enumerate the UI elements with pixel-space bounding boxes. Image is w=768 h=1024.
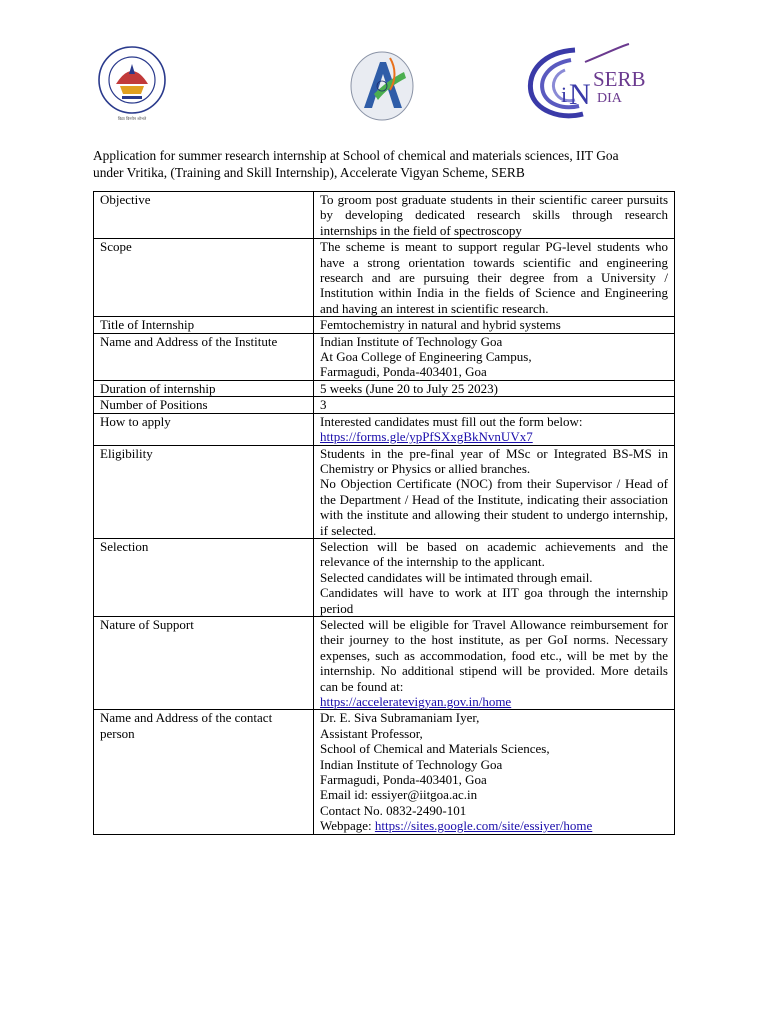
value-scope: The scheme is meant to support regular PG-level students who have a strong orientation towards scientific and engineering research and are pursuing their degree from a University / Institution within India in the fields of Science and Engineering and having an interest in scientific research. [314,239,675,317]
label-scope: Scope [94,239,314,317]
selection-p3: Candidates will have to work at IIT goa through the internship period [320,585,668,616]
row-title [94,317,675,333]
value-title: Femtochemistry in natural and hybrid systems [314,317,675,333]
contact-email: Email id: essiyer@iitgoa.ac.in [320,787,478,803]
value-support [314,616,675,709]
webpage-label: Webpage: [320,818,375,834]
value-positions: 3 [314,397,675,413]
label-eligibility: Eligibility [94,445,314,538]
row-eligibility [94,445,675,538]
value-objective: To groom post graduate students in their scientific career pursuits by developing dedicated research skills through research internships in the field of spectroscopy [314,192,675,239]
row-positions [94,397,675,413]
selection-p1: Selection will be based on academic achievements and the relevance of the internship to the applicant. [320,538,668,570]
value-contact [314,710,675,834]
webpage-link[interactable]: https://sites.google.com/site/essiyer/home [374,818,593,834]
document-heading [93,148,683,181]
label-positions: Number of Positions [94,397,314,413]
value-selection [314,538,675,616]
label-institute: Name and Address of the Institute [94,333,314,380]
heading-line-1: Application for summer research internship at School of chemical and materials sciences, IIT Goa [93,148,619,163]
row-apply [94,413,675,445]
label-duration: Duration of internship [94,380,314,396]
value-eligibility [314,445,675,538]
row-selection [94,538,675,616]
label-apply: How to apply [94,413,314,445]
institute-line-1: Indian Institute of Technology Goa [320,333,503,349]
accelerate-vigyan-logo [346,50,418,122]
svg-text:i: i [561,82,568,107]
contact-phone: Contact No. 0832-2490-101 [320,802,467,818]
label-title: Title of Internship [94,317,314,333]
iit-motto: विद्या विनयेन शोभते [117,116,147,121]
institute-line-3: Farmagudi, Ponda-403401, Goa [320,364,487,380]
row-support [94,616,675,709]
row-objective [94,192,675,239]
support-text: Selected will be eligible for Travel Allowance reimbursement for their journey to the host institute, as per GoI norms. Necessary expenses, such as accommodation, food etc., will be met by the internship. No additional stipend will be provided. More details can be found at: [320,616,668,694]
eligibility-p1: Students in the pre-final year of MSc or Integrated BS-MS in Chemistry or Physics or allied branches. [320,445,668,476]
row-duration [94,380,675,396]
contact-line-3: School of Chemical and Materials Sciences, [320,741,550,757]
row-scope [94,239,675,317]
serb-india-logo [525,42,677,120]
iit-goa-logo [96,44,168,122]
internship-details-table [93,191,675,835]
eligibility-p2: No Objection Certificate (NOC) from their Supervisor / Head of the Department / Head of the Institute, indicating their association with the institute and allowing their student to undergo internship, if selected. [320,476,668,538]
institute-line-2: At Goa College of Engineering Campus, [320,349,532,365]
svg-text:N: N [569,78,591,111]
value-duration: 5 weeks (June 20 to July 25 2023) [314,380,675,396]
value-apply [314,413,675,445]
contact-webpage [320,818,668,833]
label-selection: Selection [94,538,314,616]
contact-line-2: Assistant Professor, [320,725,423,741]
heading-line-2: under Vritika, (Training and Skill Internship), Accelerate Vigyan Scheme, SERB [93,164,525,180]
accelerate-vigyan-link[interactable]: https://acceleratevigyan.gov.in/home [320,694,512,709]
svg-text:SERB: SERB [593,67,646,91]
contact-line-4: Indian Institute of Technology Goa [320,756,503,772]
selection-p2: Selected candidates will be intimated through email. [320,569,593,585]
label-contact: Name and Address of the contact person [94,710,314,834]
contact-line-5: Farmagudi, Ponda-403401, Goa [320,772,487,788]
value-institute [314,333,675,380]
label-support: Nature of Support [94,616,314,709]
row-institute [94,333,675,380]
svg-text:DIA: DIA [597,91,622,106]
row-contact [94,710,675,834]
application-form-link[interactable]: https://forms.gle/ypPfSXxgBkNvnUVx7 [320,429,533,445]
apply-text: Interested candidates must fill out the form below: [320,413,583,429]
label-objective: Objective [94,192,314,239]
contact-line-1: Dr. E. Siva Subramaniam Iyer, [320,710,480,726]
